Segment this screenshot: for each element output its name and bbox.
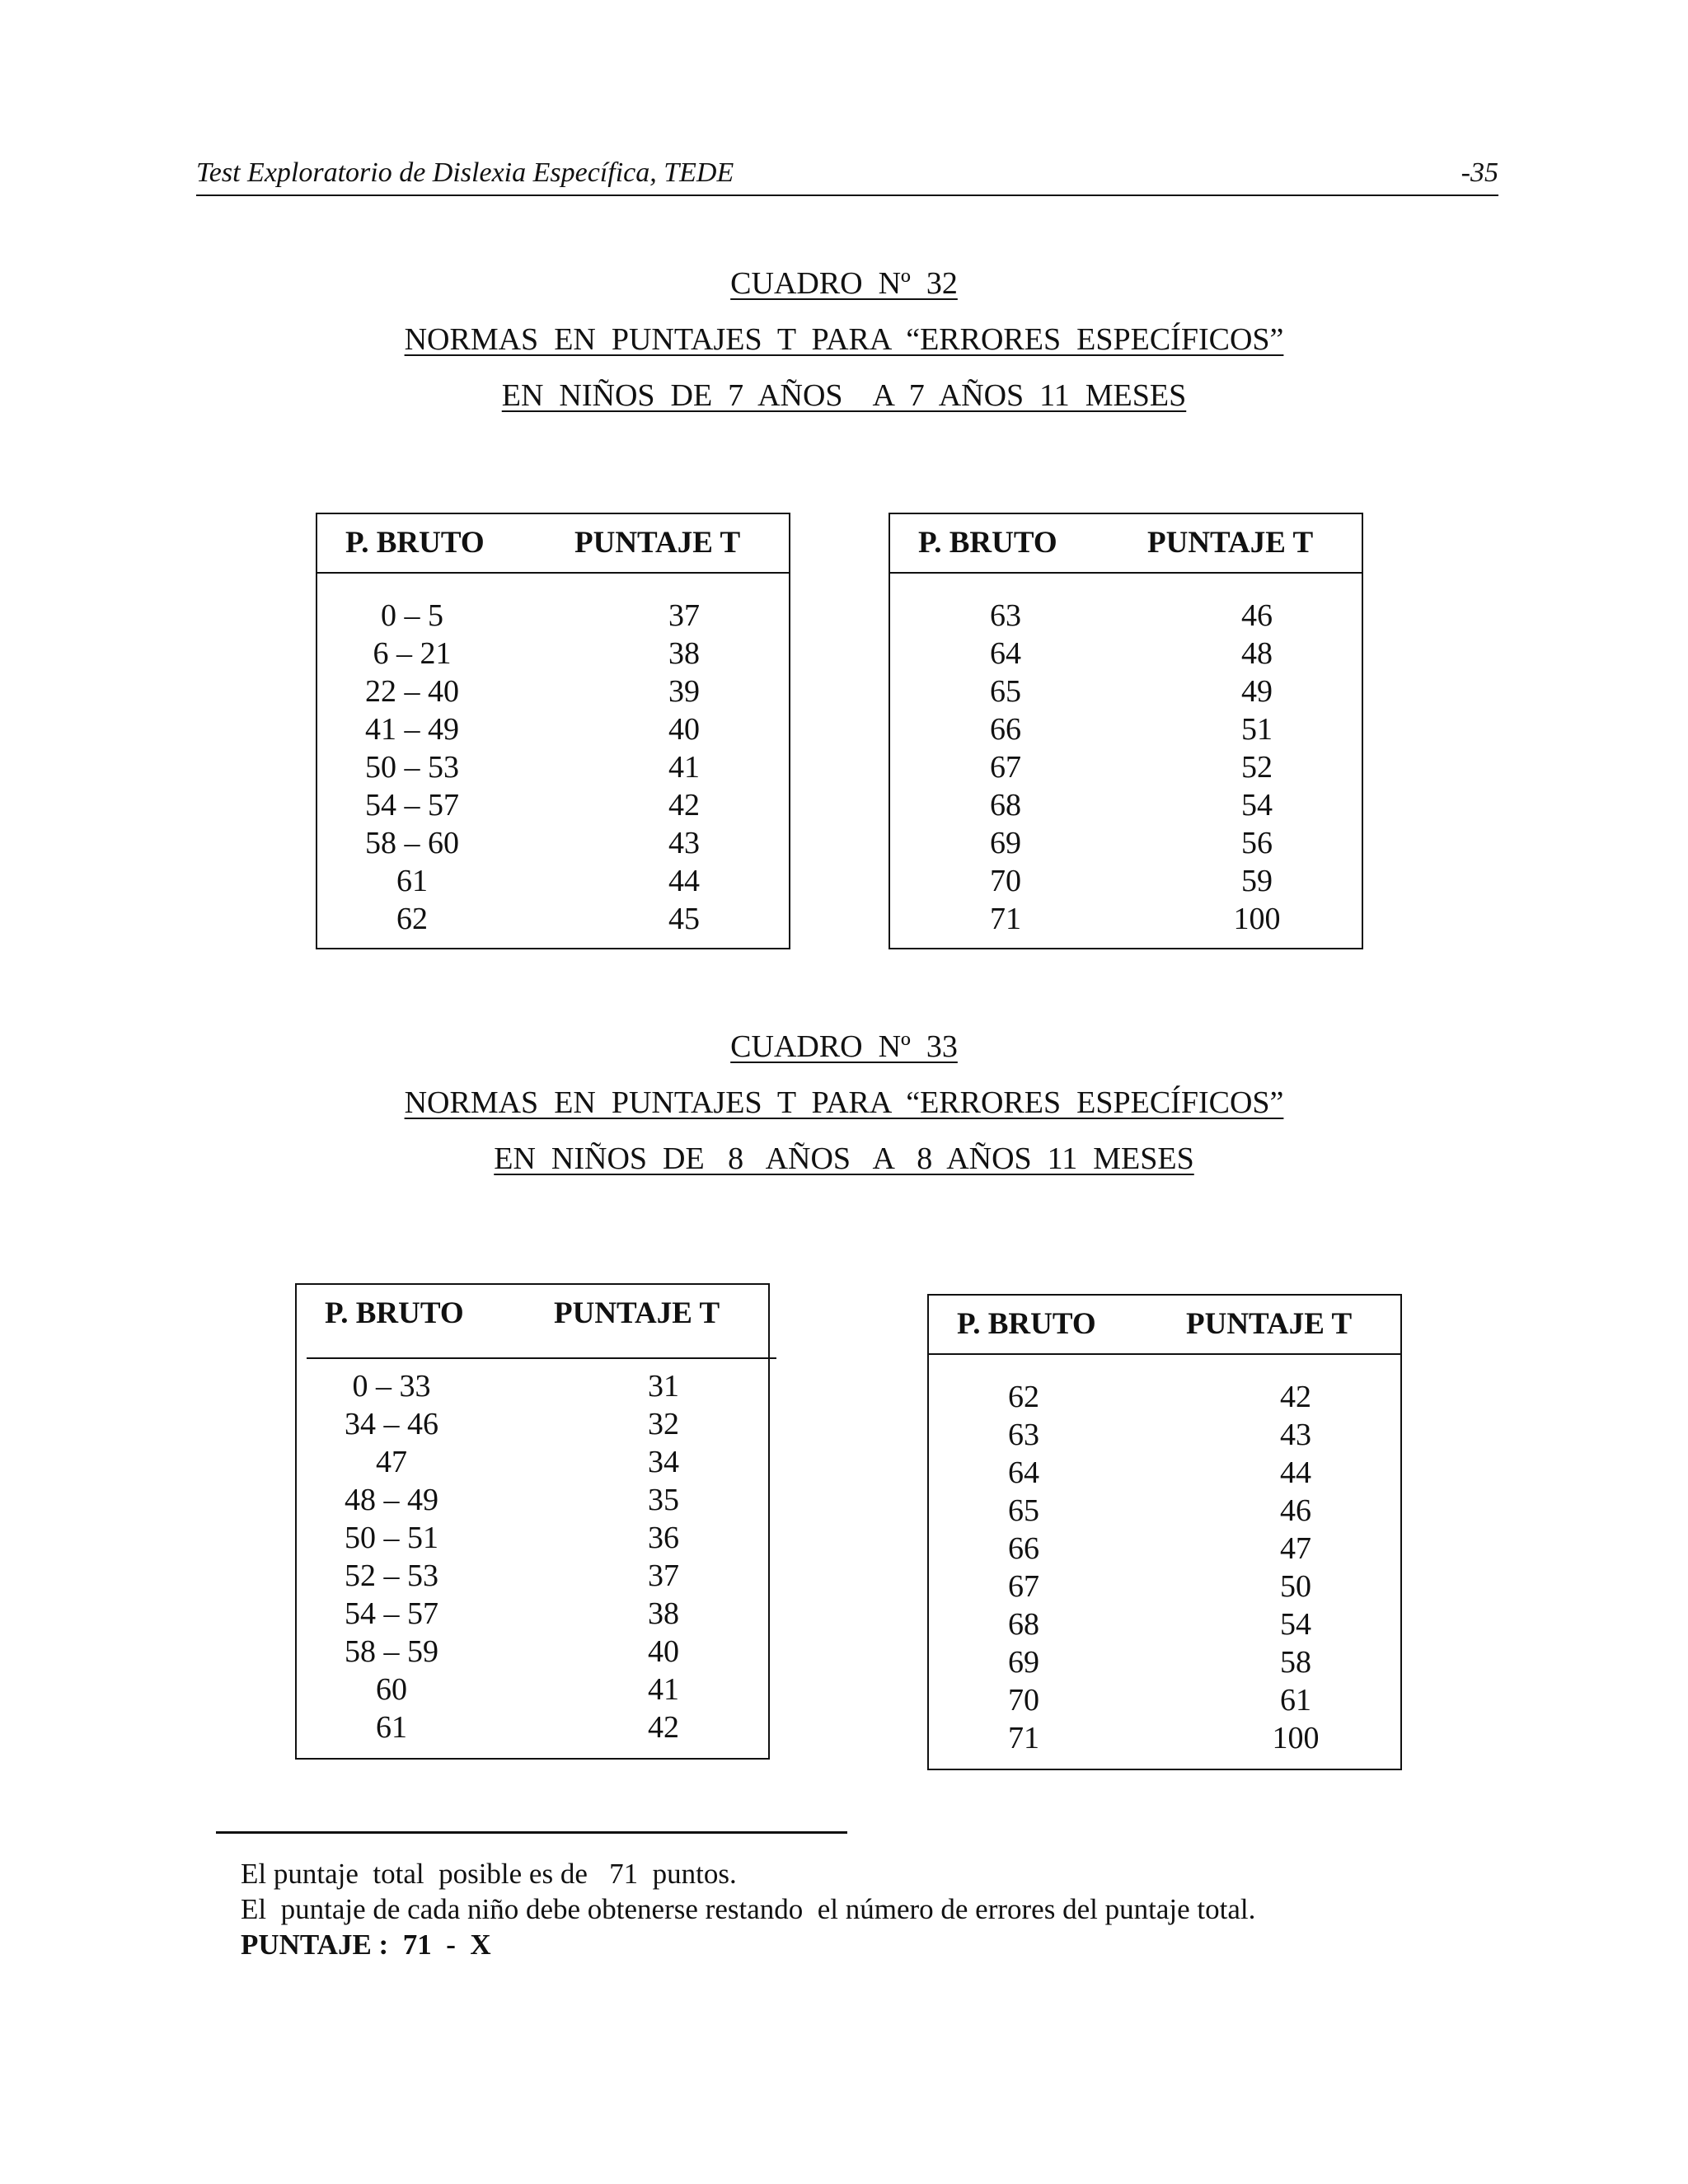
cuadro-32-number: CUADRO Nº 32 xyxy=(730,266,958,301)
table-row xyxy=(890,710,1362,748)
cell-bruto: 67 xyxy=(1008,1569,1039,1604)
cell-puntaje-t: 46 xyxy=(1241,598,1273,633)
cell-bruto: 0 – 33 xyxy=(352,1369,431,1404)
cell-bruto: 41 – 49 xyxy=(365,712,459,747)
cuadro-33-subtitle: EN NIÑOS DE 8 AÑOS A 8 AÑOS 11 MESES xyxy=(494,1141,1194,1176)
table-row xyxy=(297,1708,768,1746)
cell-puntaje-t: 44 xyxy=(1280,1455,1311,1490)
cell-bruto: 60 xyxy=(376,1672,407,1707)
cuadro-33-table-right xyxy=(927,1294,1402,1770)
cell-puntaje-t: 44 xyxy=(668,864,700,898)
cell-puntaje-t: 42 xyxy=(668,788,700,823)
cell-bruto: 64 xyxy=(1008,1455,1039,1490)
cell-puntaje-t: 58 xyxy=(1280,1645,1311,1680)
cell-puntaje-t: 31 xyxy=(648,1369,679,1404)
running-header xyxy=(196,157,1498,196)
cell-puntaje-t: 38 xyxy=(648,1596,679,1631)
table-row xyxy=(890,748,1362,786)
table-row xyxy=(317,824,789,862)
cell-puntaje-t: 100 xyxy=(1233,902,1281,936)
cell-bruto: 62 xyxy=(1008,1380,1039,1414)
cuadro-33-title: NORMAS EN PUNTAJES T PARA “ERRORES ESPECÍFICOS” xyxy=(404,1085,1284,1120)
footnote-formula: PUNTAJE : 71 - X xyxy=(241,1929,491,1961)
table-row xyxy=(317,635,789,673)
cuadro-33-number: CUADRO Nº 33 xyxy=(730,1029,958,1064)
cell-puntaje-t: 54 xyxy=(1241,788,1273,823)
table-row xyxy=(317,748,789,786)
table-row xyxy=(929,1605,1400,1643)
table-row xyxy=(297,1595,768,1633)
table-body xyxy=(317,597,789,938)
cell-bruto: 50 – 53 xyxy=(365,750,459,785)
table-row xyxy=(317,900,789,938)
cell-bruto: 66 xyxy=(990,712,1021,747)
cell-puntaje-t: 35 xyxy=(648,1483,679,1517)
cell-bruto: 67 xyxy=(990,750,1021,785)
table-row xyxy=(317,673,789,710)
cuadro-33-table-left xyxy=(295,1283,770,1760)
cell-bruto: 65 xyxy=(990,674,1021,709)
table-row xyxy=(297,1557,768,1595)
cell-bruto: 48 – 49 xyxy=(345,1483,438,1517)
table-row xyxy=(929,1719,1400,1757)
footnote-total-points: El puntaje total posible es de 71 puntos. xyxy=(241,1858,737,1890)
table-row xyxy=(929,1643,1400,1681)
column-header-bruto: P. BRUTO xyxy=(345,526,485,560)
table-header xyxy=(317,514,789,574)
cell-puntaje-t: 49 xyxy=(1241,674,1273,709)
cell-puntaje-t: 56 xyxy=(1241,826,1273,860)
table-row xyxy=(297,1633,768,1671)
table-row xyxy=(929,1492,1400,1530)
cell-bruto: 22 – 40 xyxy=(365,674,459,709)
cell-puntaje-t: 42 xyxy=(1280,1380,1311,1414)
document-title: Test Exploratorio de Dislexia Específica, TEDE xyxy=(196,157,734,188)
cell-puntaje-t: 46 xyxy=(1280,1493,1311,1528)
cell-bruto: 63 xyxy=(990,598,1021,633)
cell-bruto: 63 xyxy=(1008,1418,1039,1452)
table-row xyxy=(890,862,1362,900)
cell-puntaje-t: 43 xyxy=(668,826,700,860)
cell-puntaje-t: 47 xyxy=(1280,1531,1311,1566)
cell-puntaje-t: 41 xyxy=(668,750,700,785)
cell-puntaje-t: 52 xyxy=(1241,750,1273,785)
cell-bruto: 66 xyxy=(1008,1531,1039,1566)
table-row xyxy=(929,1530,1400,1568)
table-row xyxy=(929,1454,1400,1492)
cell-bruto: 69 xyxy=(990,826,1021,860)
cell-puntaje-t: 32 xyxy=(648,1407,679,1441)
table-row xyxy=(929,1681,1400,1719)
cell-puntaje-t: 36 xyxy=(648,1521,679,1555)
cell-puntaje-t: 40 xyxy=(648,1634,679,1669)
table-row xyxy=(317,597,789,635)
cell-puntaje-t: 43 xyxy=(1280,1418,1311,1452)
cell-bruto: 71 xyxy=(990,902,1021,936)
footnote-rule xyxy=(216,1831,847,1834)
cell-puntaje-t: 51 xyxy=(1241,712,1273,747)
cell-puntaje-t: 41 xyxy=(648,1672,679,1707)
table-row xyxy=(890,635,1362,673)
cell-bruto: 61 xyxy=(396,864,428,898)
cell-puntaje-t: 42 xyxy=(648,1710,679,1745)
cell-bruto: 61 xyxy=(376,1710,407,1745)
table-row xyxy=(297,1367,768,1405)
cell-bruto: 50 – 51 xyxy=(345,1521,438,1555)
table-row xyxy=(297,1481,768,1519)
cuadro-33-caption xyxy=(0,1019,1688,1187)
cuadro-32-title: NORMAS EN PUNTAJES T PARA “ERRORES ESPECÍFICOS” xyxy=(404,322,1284,357)
table-row xyxy=(297,1519,768,1557)
cell-bruto: 65 xyxy=(1008,1493,1039,1528)
table-row xyxy=(929,1416,1400,1454)
table-row xyxy=(890,900,1362,938)
table-row xyxy=(890,786,1362,824)
cell-bruto: 64 xyxy=(990,636,1021,671)
cell-puntaje-t: 39 xyxy=(668,674,700,709)
cell-bruto: 68 xyxy=(1008,1607,1039,1642)
cell-puntaje-t: 48 xyxy=(1241,636,1273,671)
cell-bruto: 47 xyxy=(376,1445,407,1479)
footnote xyxy=(241,1856,1642,1962)
column-header-bruto: P. BRUTO xyxy=(918,526,1057,560)
cuadro-32-table-left xyxy=(316,513,790,949)
cuadro-32-subtitle: EN NIÑOS DE 7 AÑOS A 7 AÑOS 11 MESES xyxy=(501,378,1187,413)
table-header xyxy=(297,1285,768,1343)
cell-bruto: 54 – 57 xyxy=(365,788,459,823)
table-row xyxy=(317,786,789,824)
table-row xyxy=(890,673,1362,710)
cell-bruto: 70 xyxy=(990,864,1021,898)
cell-puntaje-t: 59 xyxy=(1241,864,1273,898)
cell-bruto: 58 – 59 xyxy=(345,1634,438,1669)
cell-puntaje-t: 45 xyxy=(668,902,700,936)
cell-puntaje-t: 37 xyxy=(648,1558,679,1593)
cuadro-32-caption xyxy=(0,255,1688,424)
column-header-bruto: P. BRUTO xyxy=(957,1307,1096,1341)
column-header-puntaje-t: PUNTAJE T xyxy=(554,1296,720,1330)
cell-puntaje-t: 100 xyxy=(1272,1721,1320,1755)
cell-puntaje-t: 34 xyxy=(648,1445,679,1479)
cell-puntaje-t: 38 xyxy=(668,636,700,671)
table-row xyxy=(297,1405,768,1443)
table-body xyxy=(297,1367,768,1746)
column-header-bruto: P. BRUTO xyxy=(325,1296,464,1330)
table-row xyxy=(890,824,1362,862)
cell-bruto: 6 – 21 xyxy=(373,636,452,671)
table-row xyxy=(317,862,789,900)
cell-bruto: 34 – 46 xyxy=(345,1407,438,1441)
footnote-instruction: El puntaje de cada niño debe obtenerse restando el número de errores del puntaje total. xyxy=(241,1893,1256,1925)
cell-bruto: 69 xyxy=(1008,1645,1039,1680)
cell-puntaje-t: 54 xyxy=(1280,1607,1311,1642)
cell-puntaje-t: 40 xyxy=(668,712,700,747)
table-header xyxy=(890,514,1362,574)
cuadro-32-table-right xyxy=(889,513,1363,949)
page-number: -35 xyxy=(1461,157,1498,188)
table-body xyxy=(929,1378,1400,1757)
table-header xyxy=(929,1296,1400,1355)
table-row xyxy=(890,597,1362,635)
cell-bruto: 70 xyxy=(1008,1683,1039,1718)
cell-bruto: 0 – 5 xyxy=(381,598,443,633)
table-body xyxy=(890,597,1362,938)
table-row xyxy=(929,1378,1400,1416)
table-row xyxy=(929,1568,1400,1605)
cell-bruto: 62 xyxy=(396,902,428,936)
cell-puntaje-t: 37 xyxy=(668,598,700,633)
cell-bruto: 54 – 57 xyxy=(345,1596,438,1631)
cell-bruto: 71 xyxy=(1008,1721,1039,1755)
cell-bruto: 68 xyxy=(990,788,1021,823)
cell-puntaje-t: 50 xyxy=(1280,1569,1311,1604)
header-divider xyxy=(307,1357,776,1359)
table-row xyxy=(317,710,789,748)
cell-puntaje-t: 61 xyxy=(1280,1683,1311,1718)
cell-bruto: 58 – 60 xyxy=(365,826,459,860)
cell-bruto: 52 – 53 xyxy=(345,1558,438,1593)
table-row xyxy=(297,1671,768,1708)
table-row xyxy=(297,1443,768,1481)
column-header-puntaje-t: PUNTAJE T xyxy=(1186,1307,1353,1341)
column-header-puntaje-t: PUNTAJE T xyxy=(1147,526,1314,560)
column-header-puntaje-t: PUNTAJE T xyxy=(574,526,741,560)
